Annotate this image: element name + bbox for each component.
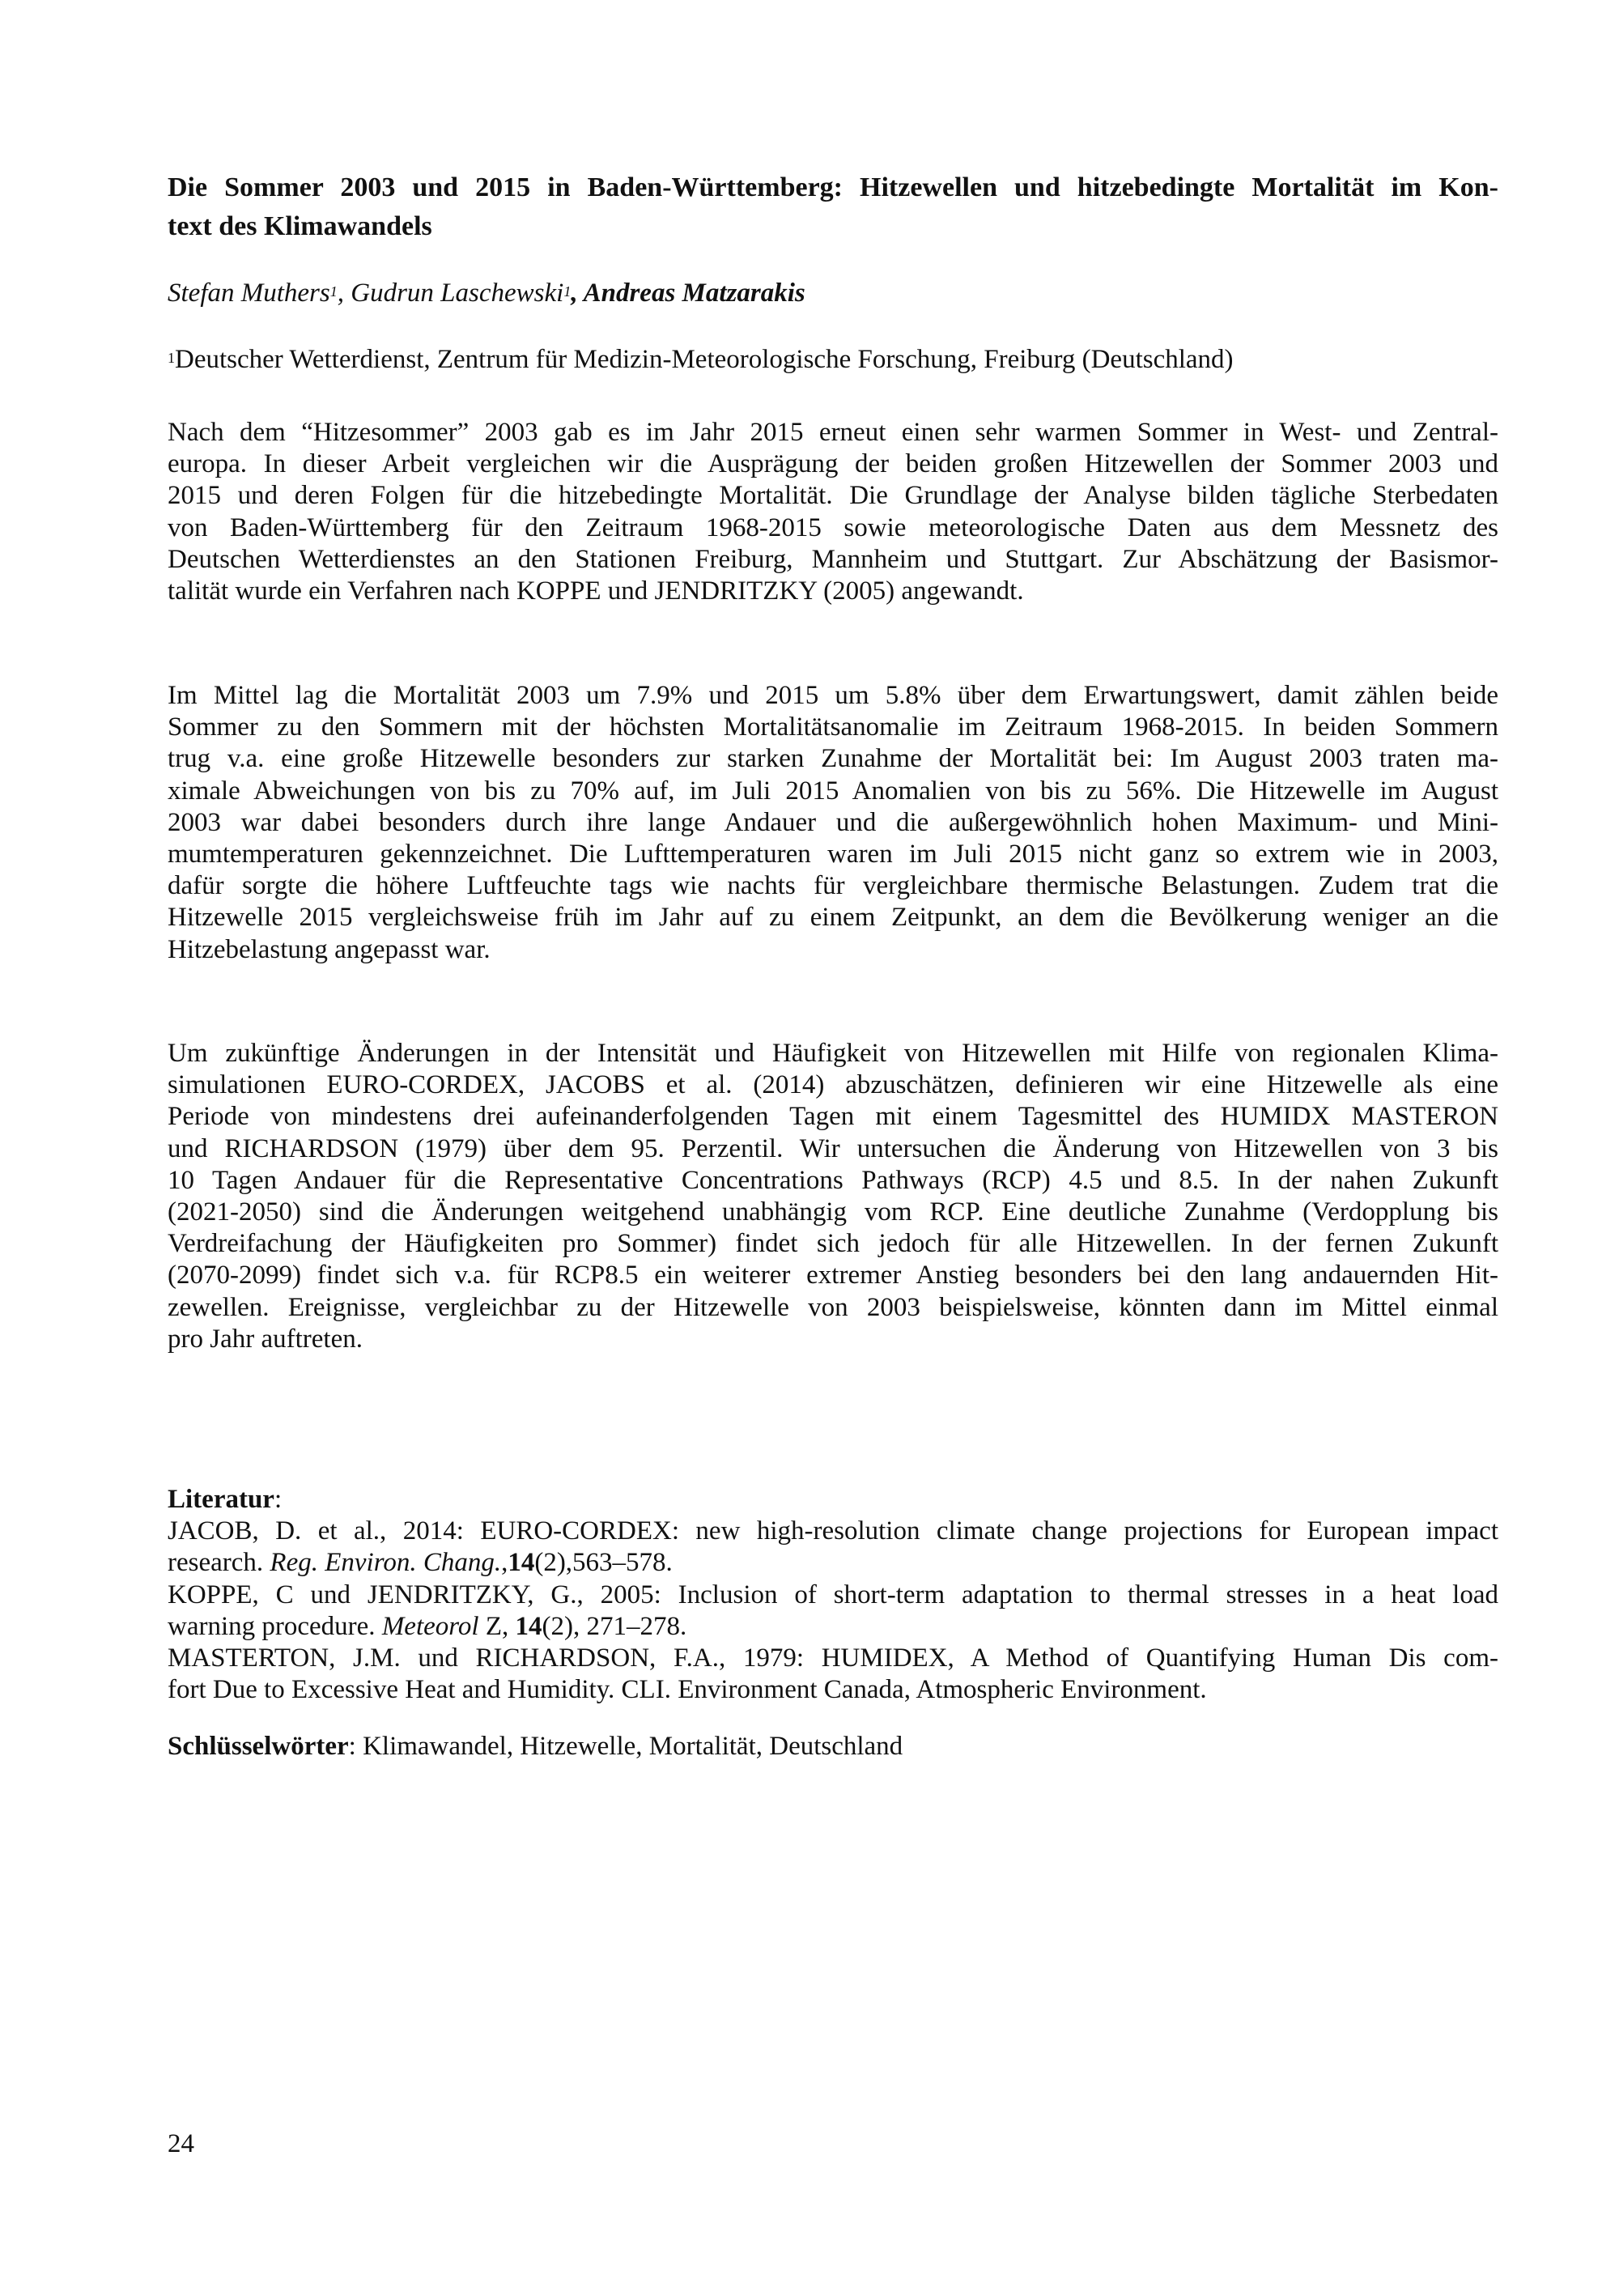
paragraph-line: Deutschen Wetterdienstes an den Stationen Freiburg, Mannheim und Stuttgart. Zur Abschätzung der Basismor- (168, 544, 1498, 574)
keywords (168, 1730, 1498, 1762)
reference-text: warning procedure. (168, 1611, 382, 1641)
title-line: Die Sommer 2003 und 2015 in Baden-Württemberg: Hitzewellen und hitzebedingte Mortalität im Kon- (168, 172, 1498, 202)
paragraph-line: trug v.a. eine große Hitzewelle besonders zur starken Zunahme der Mortalität bei: Im August 2003 traten ma- (168, 744, 1498, 774)
literature-heading: Literatur (168, 1485, 274, 1514)
paragraph-line: simulationen EURO-CORDEX, JACOBS et al. (2014) abzuschätzen, definieren wir eine Hitzewelle als eine (168, 1070, 1498, 1100)
affiliation (168, 343, 1498, 376)
paragraph-line: Hitzebelastung angepasst war. (168, 934, 491, 964)
reference-line: fort Due to Excessive Heat and Humidity. CLI. Environment Canada, Atmospheric Environment. (168, 1675, 1207, 1705)
reference (168, 1516, 1498, 1579)
title-line: text des Klimawandels (168, 211, 432, 241)
author: , Gudrun Laschewski (337, 278, 564, 308)
author: , Andreas Matzarakis (571, 278, 805, 308)
page-number: 24 (168, 2129, 194, 2158)
paragraph-line: zewellen. Ereignisse, vergleichbar zu der Hitzewelle von 2003 beispielsweise, könnten dann im Mittel einmal (168, 1292, 1498, 1322)
paragraph-line: Um zukünftige Änderungen in der Intensität und Häufigkeit von Hitzewellen mit Hilfe von regionalen Klima- (168, 1039, 1498, 1068)
paragraph-line: und RICHARDSON (1979) über dem 95. Perzentil. Wir untersuchen die Änderung von Hitzewellen von 3 bis (168, 1133, 1498, 1163)
reference-text: (2),563–578. (534, 1548, 673, 1578)
keywords-text: Klimawandel, Hitzewelle, Mortalität, Deutschland (355, 1732, 903, 1761)
paragraph-line: von Baden-Württemberg für den Zeitraum 1968-2015 sowie meteorologische Daten aus dem Messnetz des (168, 512, 1498, 542)
reference (168, 1580, 1498, 1643)
paragraph (168, 1038, 1498, 1355)
volume: 14 (515, 1611, 542, 1641)
paragraph-line: dafür sorgte die höhere Luftfeuchte tags wie nachts für vergleichbare thermische Belastungen. Zudem trat die (168, 871, 1498, 901)
paragraph-line: 10 Tagen Andauer für die Representative Concentrations Pathways (RCP) 4.5 und 8.5. In der nahen Zukunft (168, 1165, 1498, 1195)
affiliation-marker: 1 (329, 283, 338, 300)
reference-text: , (501, 1548, 508, 1578)
paragraph-line: Periode von mindestens drei aufeinanderfolgenden Tagen mit einem Tagesmittel des HUMIDX MASTERON (168, 1102, 1498, 1132)
reference-text: (2), 271–278. (542, 1611, 687, 1641)
literature-section (168, 1484, 1498, 1706)
journal-name: Meteorol (381, 1611, 479, 1641)
reference-text: Z, (478, 1611, 516, 1641)
volume: 14 (508, 1548, 535, 1578)
paragraph-line: Sommer zu den Sommern mit der höchsten Mortalitätsanomalie im Zeitraum 1968-2015. In beiden Sommern (168, 712, 1498, 742)
journal-name: Reg. Environ. Chang. (270, 1548, 502, 1578)
paragraph-line: Im Mittel lag die Mortalität 2003 um 7.9% und 2015 um 5.8% über dem Erwartungswert, damit zählen beide (168, 681, 1498, 710)
paragraph-line: ximale Abweichungen von bis zu 70% auf, im Juli 2015 Anomalien von bis zu 56%. Die Hitzewelle im August (168, 776, 1498, 806)
paragraph-line: (2070-2099) findet sich v.a. für RCP8.5 ein weiterer extremer Anstieg besonders bei den lang andauernden Hit- (168, 1261, 1498, 1290)
paragraph-line: 2015 und deren Folgen für die hitzebedingte Mortalität. Die Grundlage der Analyse bilden tägliche Sterbedaten (168, 481, 1498, 511)
author: Stefan Muthers (168, 278, 330, 308)
paragraph-line: pro Jahr auftreten. (168, 1324, 363, 1354)
reference (168, 1643, 1498, 1706)
author-list (168, 277, 1498, 309)
reference-text: research. (168, 1548, 270, 1578)
paragraph-line: Hitzewelle 2015 vergleichsweise früh im Jahr auf zu einem Zeitpunkt, an dem die Bevölkerung weniger an die (168, 903, 1498, 933)
paragraph-line: 2003 war dabei besonders durch ihre lange Andauer und die außergewöhnlich hohen Maximum- und Mini- (168, 807, 1498, 837)
paragraph (168, 680, 1498, 966)
paragraph-line: europa. In dieser Arbeit vergleichen wir die Ausprägung der beiden großen Hitzewellen der Sommer 2003 und (168, 449, 1498, 479)
paragraph-line: (2021-2050) sind die Änderungen weitgehend unabhängig vom RCP. Eine deutliche Zunahme (Verdopplung bis (168, 1197, 1498, 1227)
paragraph-line: Nach dem “Hitzesommer” 2003 gab es im Jahr 2015 erneut einen sehr warmen Sommer in West- und Zentral- (168, 418, 1498, 447)
reference-line: MASTERTON, J.M. und RICHARDSON, F.A., 1979: HUMIDEX, A Method of Quantifying Human Dis com- (168, 1643, 1498, 1673)
paragraph-line: Verdreifachung der Häufigkeiten pro Sommer) findet sich jedoch für alle Hitzewellen. In der fernen Zukunft (168, 1229, 1498, 1259)
affiliation-text: Deutscher Wetterdienst, Zentrum für Medizin-Meteorologische Forschung, Freiburg (Deutschland) (175, 345, 1234, 374)
keywords-label: Schlüsselwörter (168, 1732, 349, 1761)
article-title (168, 168, 1498, 246)
colon: : (348, 1732, 356, 1761)
colon: : (274, 1485, 283, 1514)
reference-line: JACOB, D. et al., 2014: EURO-CORDEX: new high-resolution climate change projections for European impact (168, 1516, 1498, 1546)
affiliation-marker: 1 (168, 350, 175, 366)
paragraph (168, 417, 1498, 607)
paragraph-line: talität wurde ein Verfahren nach KOPPE und JENDRITZKY (2005) angewandt. (168, 576, 1024, 606)
reference-line: KOPPE, C und JENDRITZKY, G., 2005: Inclusion of short-term adaptation to thermal stresses in a heat load (168, 1580, 1498, 1609)
affiliation-marker: 1 (563, 283, 572, 300)
paragraph-line: mumtemperaturen gekennzeichnet. Die Lufttemperaturen waren im Juli 2015 nicht ganz so extrem wie in 2003, (168, 840, 1498, 870)
